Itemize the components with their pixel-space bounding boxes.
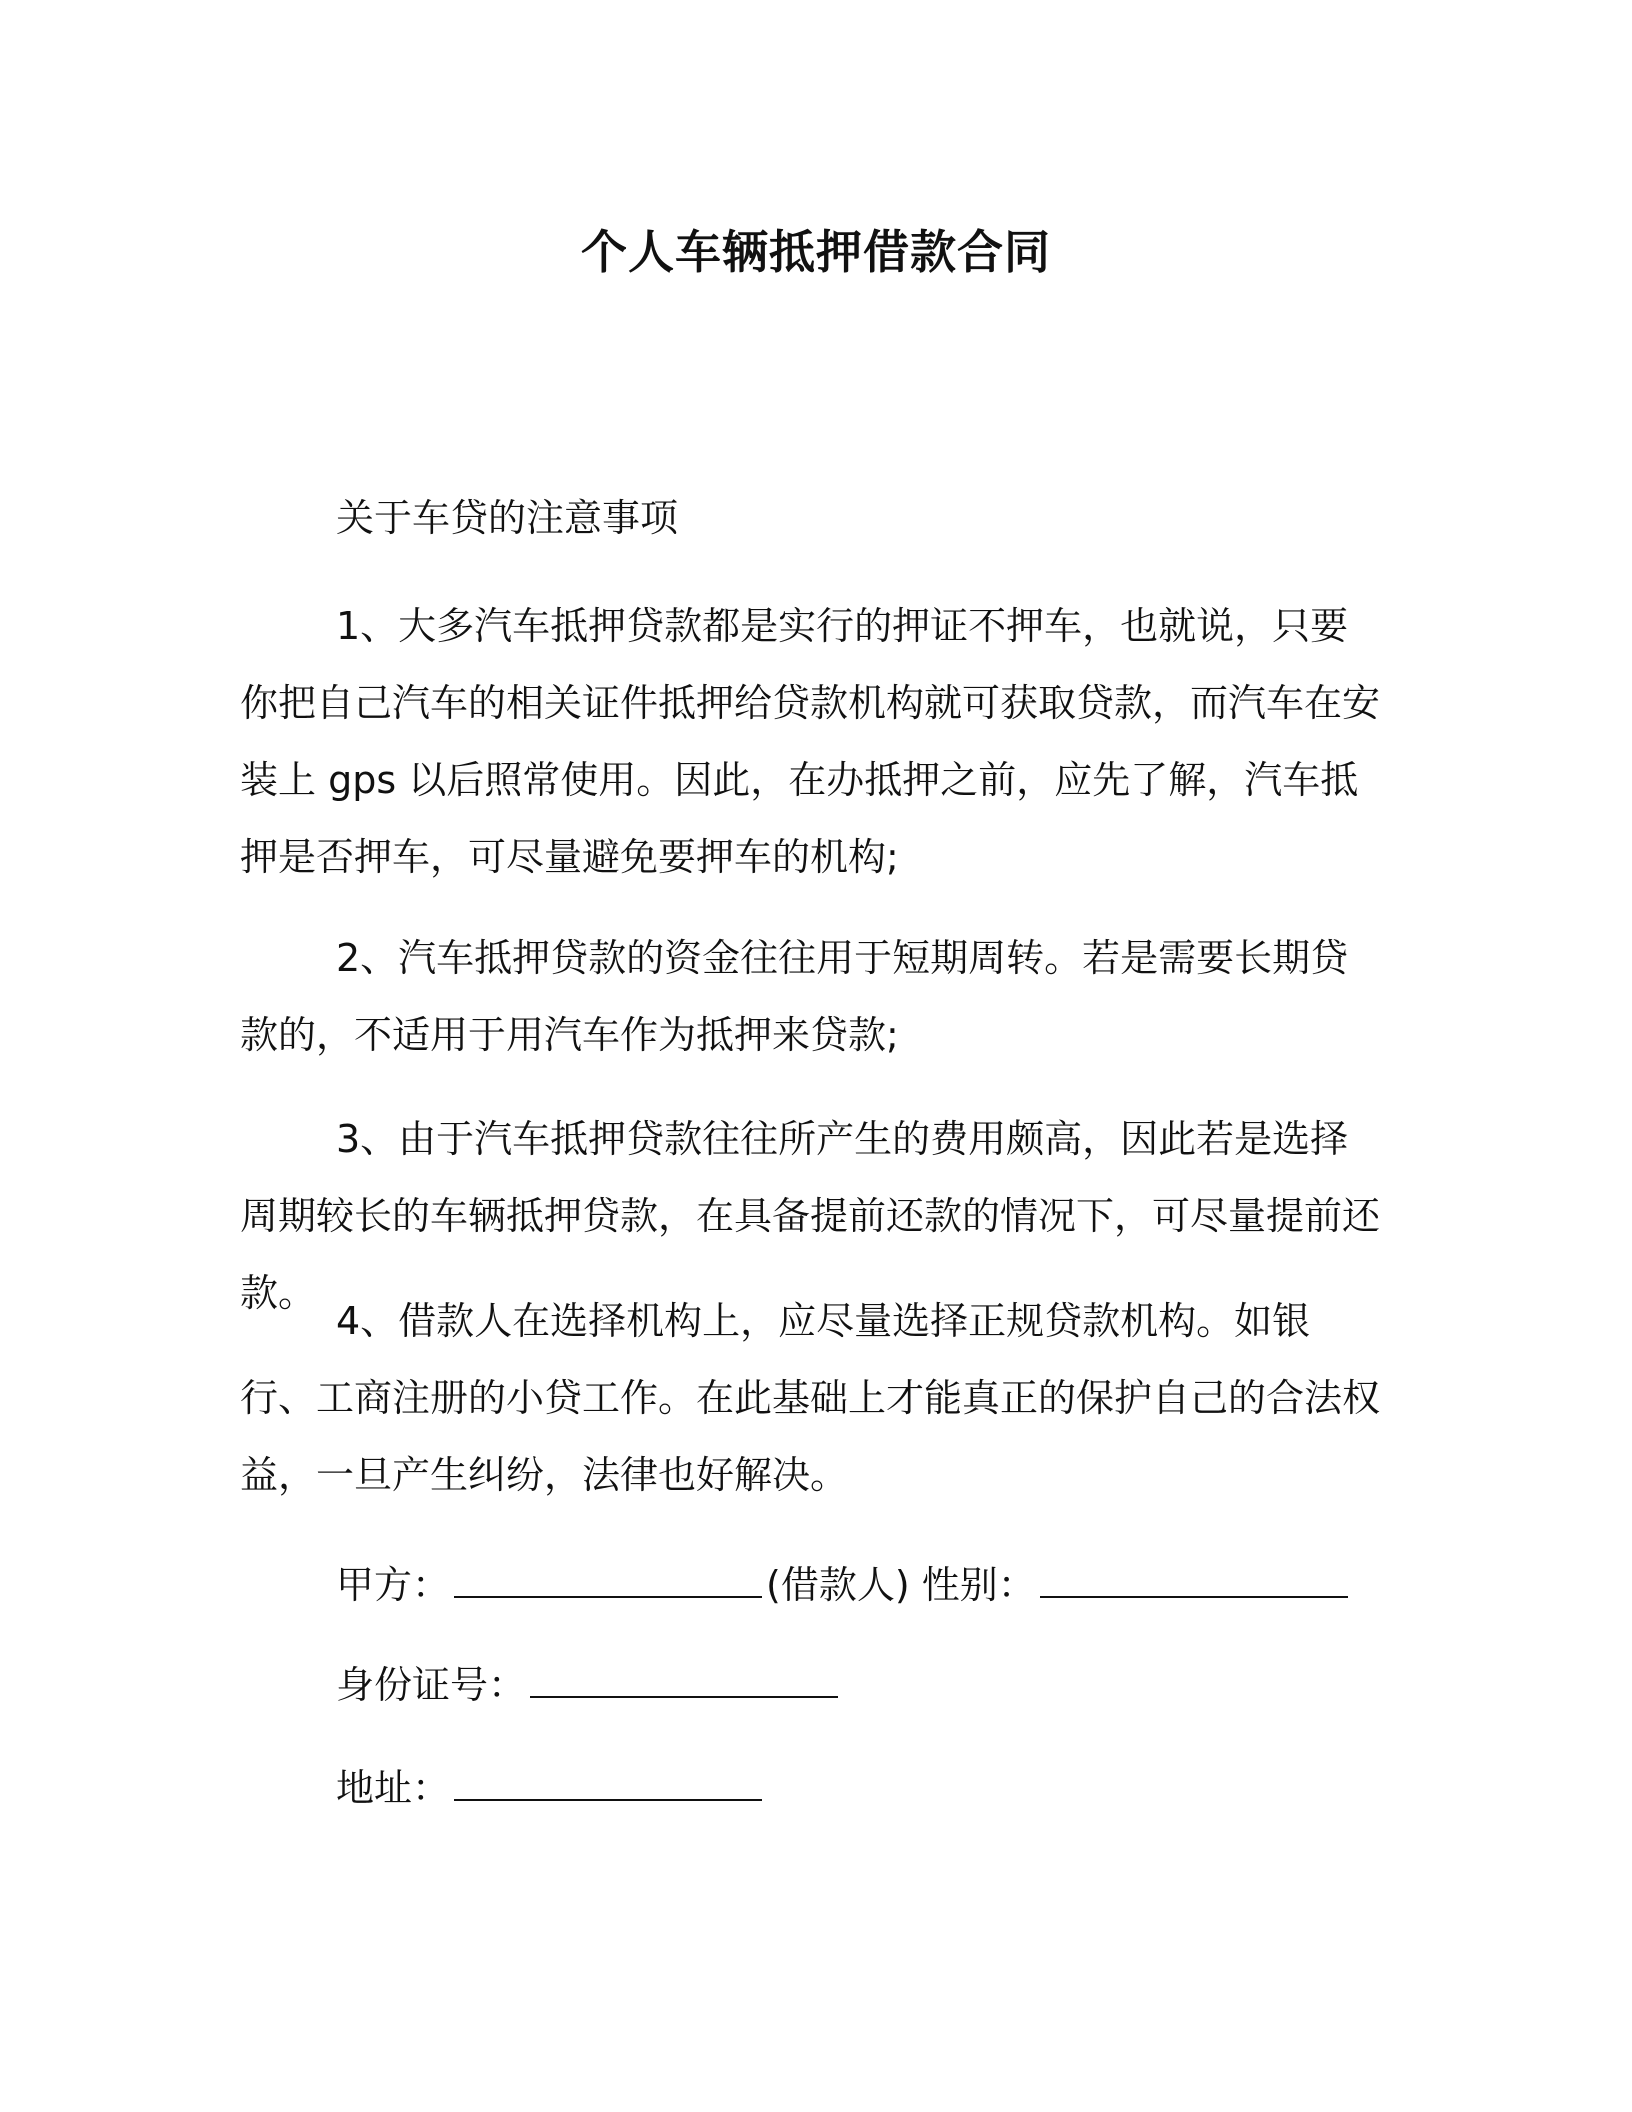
address-field-row	[336, 1758, 766, 1818]
party-a-label: 甲方：	[336, 1563, 451, 1607]
paragraph-2: 2、汽车抵押贷款的资金往往用于短期周转。若是需要长期贷款的，不适用于用汽车作为抵押来贷款;	[240, 936, 1349, 1057]
document-title: 个人车辆抵押借款合同	[581, 225, 1051, 279]
paragraph-3: 3、由于汽车抵押贷款往往所产生的费用颇高，因此若是选择周期较长的车辆抵押贷款，在具备提前还款的情况下，可尽量提前还款。	[240, 1117, 1381, 1315]
id-number-field-row	[336, 1655, 842, 1715]
party-a-field-row	[336, 1555, 1352, 1615]
id-number-label: 身份证号：	[336, 1663, 527, 1707]
party-a-blank[interactable]	[454, 1562, 762, 1598]
id-number-blank[interactable]	[530, 1662, 838, 1698]
paragraph-1: 1、大多汽车抵押贷款都是实行的押证不押车，也就说，只要你把自己汽车的相关证件抵押给贷款机构就可获取贷款，而汽车在安装上 gps 以后照常使用。因此，在办抵押之前，应先了解，汽车抵押是否押车，可尽量避免要押车的机构;	[240, 604, 1381, 879]
paragraph-4: 4、借款人在选择机构上，应尽量选择正规贷款机构。如银行、工商注册的小贷工作。在此基础上才能真正的保护自己的合法权益，一旦产生纠纷，法律也好解决。	[240, 1299, 1381, 1497]
address-label: 地址：	[336, 1766, 451, 1810]
gender-blank[interactable]	[1040, 1562, 1348, 1598]
address-blank[interactable]	[454, 1765, 762, 1801]
section-heading: 关于车贷的注意事项	[336, 496, 679, 540]
party-a-role-label: (借款人) 性别：	[766, 1563, 1036, 1607]
